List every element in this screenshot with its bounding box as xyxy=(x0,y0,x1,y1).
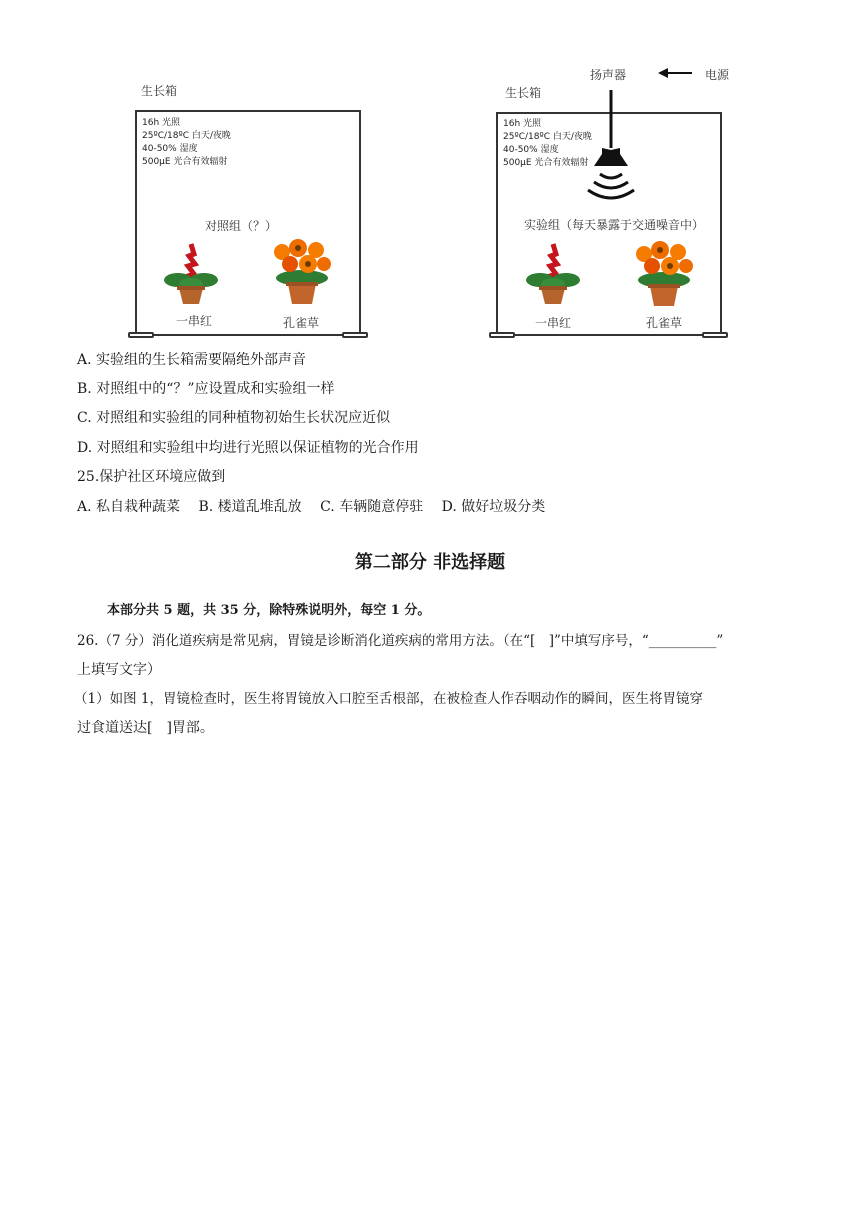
part2-heading: 第二部分 非选择题 xyxy=(354,552,506,573)
power-label: 电源 xyxy=(705,68,730,82)
condition-radiation: 500μE 光合有效辐射 xyxy=(142,157,228,167)
speaker-label: 扬声器 xyxy=(590,68,627,82)
marigold-plant-icon xyxy=(632,240,696,308)
left-plant1-label: 一串红 xyxy=(176,314,213,328)
condition-radiation: 500μE 光合有效辐射 xyxy=(503,158,589,168)
right-box-foot-left xyxy=(489,332,515,338)
left-plant2-label: 孔雀草 xyxy=(283,316,320,330)
q24-option-c: C. 对照组和实验组的同种植物初始生长状况应近似 xyxy=(77,410,391,426)
condition-humidity: 40-50% 湿度 xyxy=(142,144,198,154)
salvia-plant-icon xyxy=(524,240,582,306)
right-plant2-label: 孔雀草 xyxy=(646,316,683,330)
q25-options: A. 私自栽种蔬菜 B. 楼道乱堆乱放 C. 车辆随意停驻 D. 做好垃圾分类 xyxy=(77,499,546,515)
q26-line2: 上填写文字） xyxy=(77,662,161,678)
right-box-foot-right xyxy=(702,332,728,338)
condition-light: 16h 光照 xyxy=(503,119,542,129)
left-box-foot-right xyxy=(342,332,368,338)
left-arrow-icon xyxy=(658,66,694,80)
left-box-foot-left xyxy=(128,332,154,338)
experimental-group-label: 实验组（每天暴露于交通噪音中） xyxy=(524,218,705,232)
q24-option-d: D. 对照组和实验组中均进行光照以保证植物的光合作用 xyxy=(77,440,419,456)
part2-intro: 本部分共 5 题，共 35 分，除特殊说明外，每空 1 分。 xyxy=(107,603,431,618)
salvia-plant-icon xyxy=(162,240,220,306)
right-box-title: 生长箱 xyxy=(505,86,542,100)
condition-temperature: 25ºC/18ºC 白天/夜晚 xyxy=(142,131,231,141)
condition-light: 16h 光照 xyxy=(142,118,181,128)
q25-stem: 25.保护社区环境应做到 xyxy=(77,469,226,485)
control-group-label: 对照组（？） xyxy=(205,219,278,233)
marigold-plant-icon xyxy=(270,238,334,306)
right-plant1-label: 一串红 xyxy=(535,316,572,330)
q26-sub1-line2: 过食道送达[ ]胃部。 xyxy=(77,720,214,736)
q26-line1: 26.（7 分）消化道疾病是常见病，胃镜是诊断消化道疾病的常用方法。（在“[ ]”中填写序号，“__________” xyxy=(77,633,724,649)
left-box-title: 生长箱 xyxy=(141,84,178,98)
right-conditions xyxy=(503,118,592,170)
left-conditions xyxy=(142,117,231,169)
q24-option-b: B. 对照组中的“？”应设置成和实验组一样 xyxy=(77,381,335,397)
condition-humidity: 40-50% 湿度 xyxy=(503,145,559,155)
condition-temperature: 25ºC/18ºC 白天/夜晚 xyxy=(503,132,592,142)
q24-option-a: A. 实验组的生长箱需要隔绝外部声音 xyxy=(77,352,307,368)
q26-sub1-line1: （1）如图 1，胃镜检查时，医生将胃镜放入口腔至舌根部，在被检查人作吞咽动作的瞬间，医生将胃镜穿 xyxy=(74,691,703,707)
